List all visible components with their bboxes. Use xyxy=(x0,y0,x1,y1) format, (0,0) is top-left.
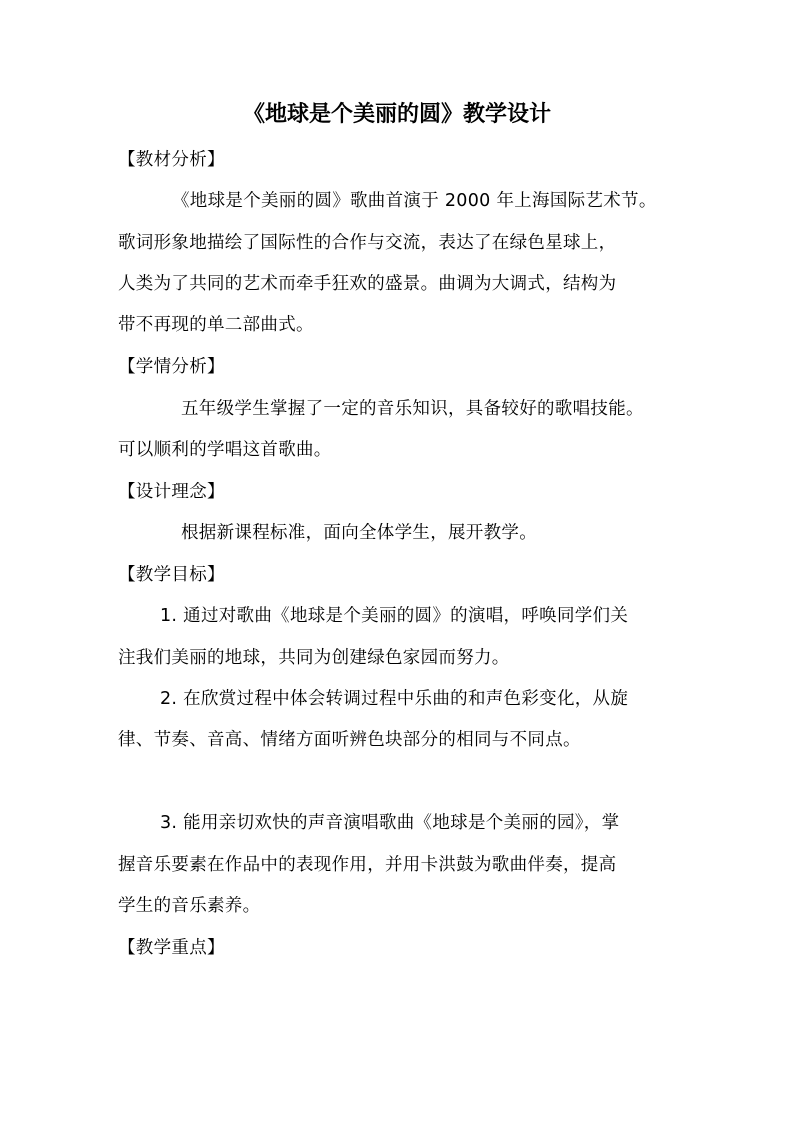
goal-line: 注我们美丽的地球，共同为创建绿色家园而努力。 xyxy=(118,648,510,668)
goal-line: 握音乐要素在作品中的表现作用，并用卡洪鼓为歌曲伴奏，提高 xyxy=(118,855,617,875)
section-heading-textbook-analysis: 【教材分析】 xyxy=(118,150,225,170)
paragraph-line: 五年级学生掌握了一定的音乐知识，具备较好的歌唱技能。 xyxy=(181,399,644,419)
paragraph-line: 根据新课程标准，面向全体学生，展开教学。 xyxy=(181,523,537,543)
paragraph-line: 人类为了共同的艺术而牵手狂欢的盛景。曲调为大调式，结构为 xyxy=(118,274,617,294)
section-heading-student-analysis: 【学情分析】 xyxy=(118,357,225,377)
paragraph-line: 带不再现的单二部曲式。 xyxy=(118,315,314,335)
section-heading-teaching-focus: 【教学重点】 xyxy=(118,938,225,958)
goal-line: 2. 在欣赏过程中体会转调过程中乐曲的和声色彩变化，从旋 xyxy=(160,689,629,709)
paragraph-line: 《地球是个美丽的圆》歌曲首演于 2000 年上海国际艺术节。 xyxy=(172,191,657,211)
section-heading-design-concept: 【设计理念】 xyxy=(118,482,225,502)
goal-line: 学生的音乐素养。 xyxy=(118,896,261,916)
goal-line: 3. 能用亲切欢快的声音演唱歌曲《地球是个美丽的园》，掌 xyxy=(160,813,620,833)
document-title: 《地球是个美丽的圆》教学设计 xyxy=(242,102,551,127)
paragraph-line: 歌词形象地描绘了国际性的合作与交流，表达了在绿色星球上， xyxy=(118,233,617,253)
goal-line: 律、节奏、音高、情绪方面听辨色块部分的相同与不同点。 xyxy=(118,730,581,750)
paragraph-line: 可以顺利的学唱这首歌曲。 xyxy=(118,440,332,460)
section-heading-teaching-goals: 【教学目标】 xyxy=(118,565,225,585)
goal-line: 1. 通过对歌曲《地球是个美丽的圆》的演唱，呼唤同学们关 xyxy=(160,606,629,626)
